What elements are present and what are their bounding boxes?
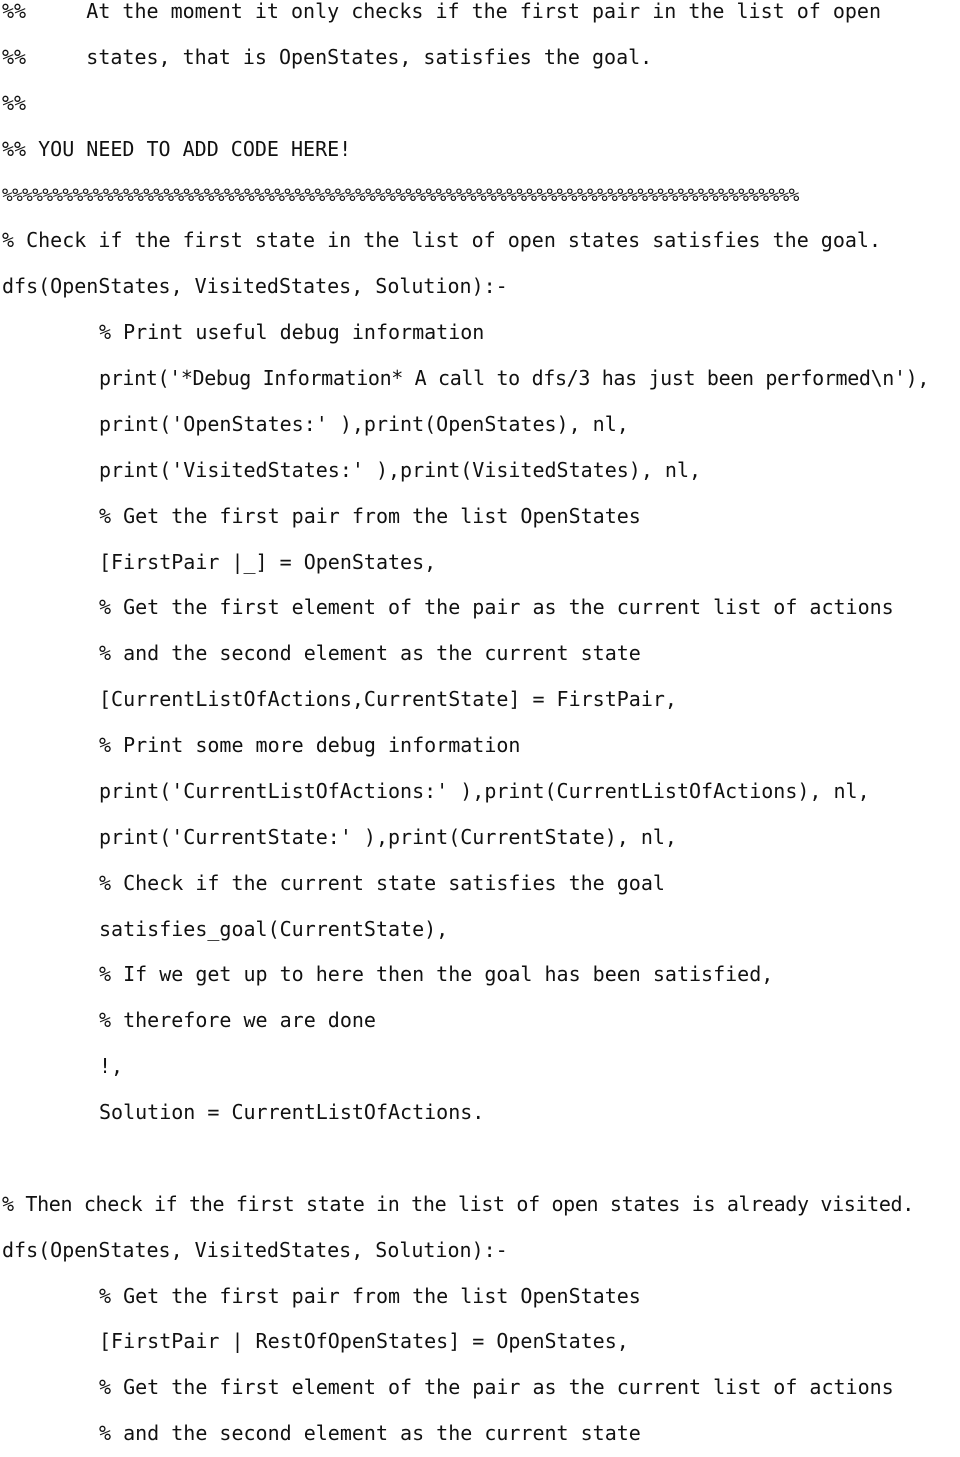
- comment-line: % Get the first pair from the list OpenStates: [99, 1283, 641, 1308]
- code-line: Solution = CurrentListOfActions.: [99, 1100, 485, 1124]
- code-line: satisfies_goal(CurrentState),: [99, 916, 449, 941]
- code-line: [FirstPair | RestOfOpenStates] = OpenStates,: [99, 1329, 629, 1354]
- code-listing: [2, 0, 960, 1457]
- code-line: [FirstPair |_] = OpenStates,: [99, 549, 437, 574]
- comment-line: % Print some more debug information: [99, 733, 521, 757]
- comment-line: % and the second element as the current state: [99, 1421, 641, 1446]
- comment-line: %% YOU NEED TO ADD CODE HERE!: [2, 136, 352, 161]
- comment-line: % and the second element as the current state: [99, 641, 641, 666]
- comment-line: % Print useful debug information: [99, 320, 485, 345]
- comment-line: %% states, that is OpenStates, satisfies the goal.: [2, 44, 653, 69]
- code-line: print('OpenStates:' ),print(OpenStates), nl,: [99, 411, 629, 436]
- comment-line: %% At the moment it only checks if the first pair in the list of open: [2, 0, 881, 23]
- comment-line: % Get the first element of the pair as the current list of actions: [99, 1375, 894, 1400]
- comment-line: % If we get up to here then the goal has been satisfied,: [99, 962, 774, 987]
- comment-line: % Check if the current state satisfies the goal: [99, 870, 665, 895]
- code-line: print('CurrentListOfActions:' ),print(CurrentListOfActions), nl,: [99, 778, 870, 803]
- code-line: !,: [99, 1054, 124, 1079]
- code-line: print('*Debug Information* A call to dfs/3 has just been performed\n'),: [99, 366, 930, 390]
- comment-line: % therefore we are done: [99, 1008, 376, 1033]
- comment-line: % Get the first element of the pair as the current list of actions: [99, 595, 894, 620]
- code-line: print('VisitedStates:' ),print(VisitedStates), nl,: [99, 457, 702, 482]
- comment-line: % Get the first pair from the list OpenStates: [99, 503, 641, 528]
- code-line: print('CurrentState:' ),print(CurrentState), nl,: [99, 824, 677, 849]
- comment-line: %%: [2, 90, 27, 115]
- clause-head: dfs(OpenStates, VisitedStates, Solution):-: [2, 1237, 508, 1262]
- blank-line: [2, 1136, 960, 1182]
- code-line: [CurrentListOfActions,CurrentState] = FirstPair,: [99, 687, 677, 712]
- comment-line: % Then check if the first state in the list of open states is already visited.: [2, 1191, 914, 1216]
- comment-line: % Check if the first state in the list of open states satisfies the goal.: [2, 228, 881, 253]
- comment-separator-line: %%%%%%%%%%%%%%%%%%%%%%%%%%%%%%%%%%%%%%%%%%%%%%%%%%%%%%%%%%%%%%%%%%%%%%%%%%%%%%%: [2, 184, 799, 206]
- clause-head: dfs(OpenStates, VisitedStates, Solution):-: [2, 274, 508, 299]
